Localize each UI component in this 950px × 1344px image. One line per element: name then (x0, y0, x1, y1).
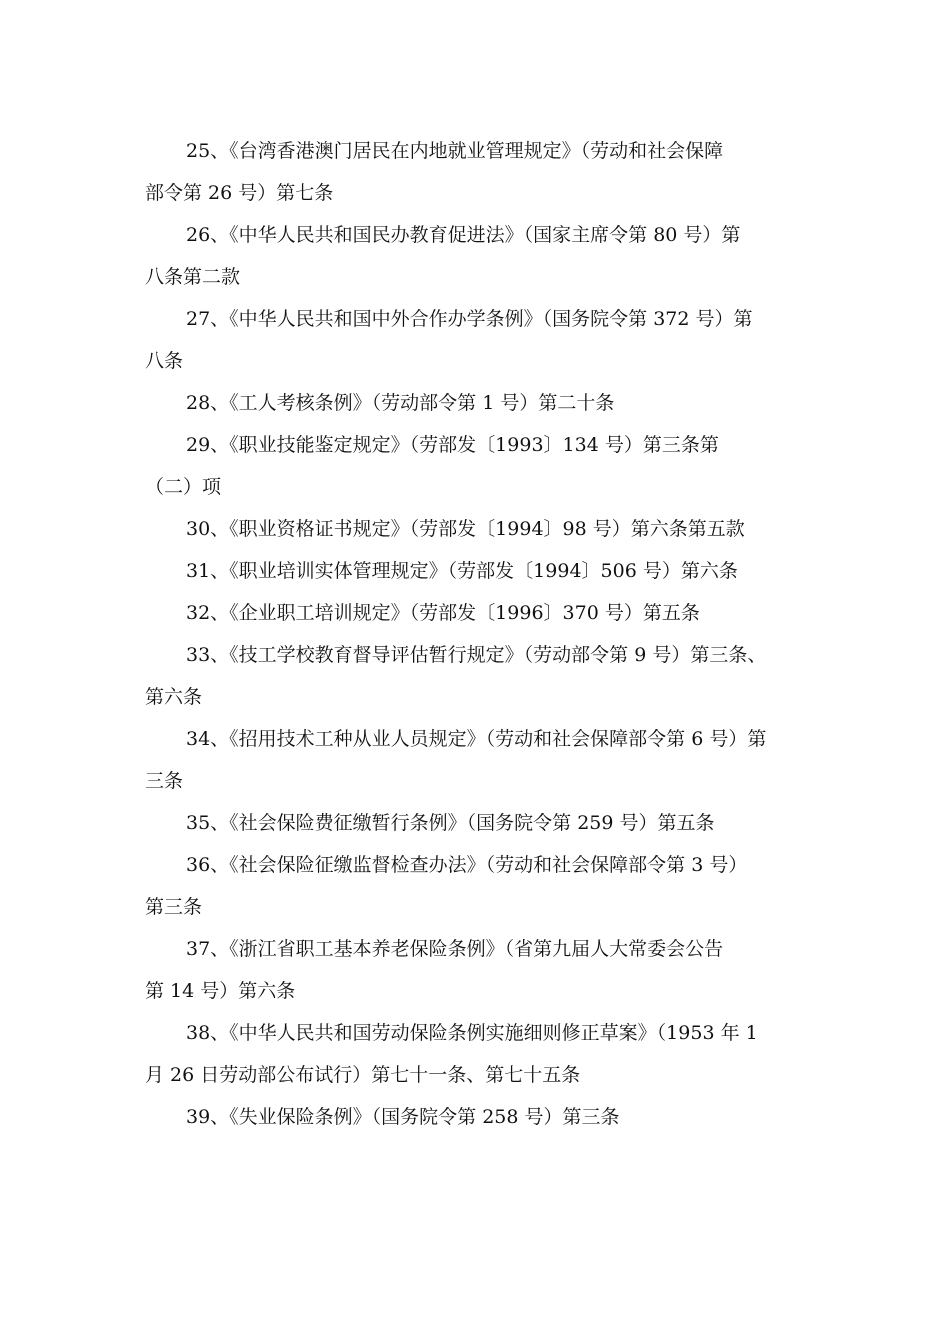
regulation-item-continuation: 第六条 (145, 686, 203, 708)
regulation-item-continuation: 第 14 号）第六条 (145, 980, 296, 1002)
regulation-item-text: 29、《职业技能鉴定规定》（劳部发〔1993〕134 号）第三条第 (186, 434, 719, 456)
regulation-item-text: 30、《职业资格证书规定》（劳部发〔1994〕98 号）第六条第五款 (186, 518, 745, 540)
regulation-item (145, 1012, 835, 1096)
regulation-item-text: 39、《失业保险条例》（国务院令第 258 号）第三条 (186, 1106, 620, 1128)
regulation-item-text: 37、《浙江省职工基本养老保险条例》（省第九届人大常委会公告 (186, 938, 724, 960)
regulation-item-continuation: 八条 (145, 350, 184, 372)
regulation-item (145, 634, 835, 718)
regulation-item-text: 33、《技工学校教育督导评估暂行规定》（劳动部令第 9 号）第三条、 (186, 644, 767, 666)
regulation-item-text: 34、《招用技术工种从业人员规定》（劳动和社会保障部令第 6 号）第 (186, 728, 767, 750)
regulation-item (145, 718, 835, 802)
regulation-item-text: 27、《中华人民共和国中外合作办学条例》（国务院令第 372 号）第 (186, 308, 753, 330)
regulation-item (145, 382, 835, 424)
regulation-item-text: 28、《工人考核条例》（劳动部令第 1 号）第二十条 (186, 392, 615, 414)
regulation-item-text: 36、《社会保险征缴监督检查办法》（劳动和社会保障部令第 3 号） (186, 854, 748, 876)
regulation-item-continuation: 第三条 (145, 896, 203, 918)
regulation-item (145, 424, 835, 508)
regulation-item-text: 31、《职业培训实体管理规定》（劳部发〔1994〕506 号）第六条 (186, 560, 738, 582)
regulation-item-continuation: （二）项 (145, 476, 222, 498)
regulation-item-text: 38、《中华人民共和国劳动保险条例实施细则修正草案》（1953 年 1 (186, 1022, 758, 1044)
regulation-item (145, 298, 835, 382)
regulation-item (145, 214, 835, 298)
regulation-item-text: 32、《企业职工培训规定》（劳部发〔1996〕370 号）第五条 (186, 602, 700, 624)
regulation-item-text: 26、《中华人民共和国民办教育促进法》（国家主席令第 80 号）第 (186, 224, 741, 246)
regulation-item-text: 35、《社会保险费征缴暂行条例》（国务院令第 259 号）第五条 (186, 812, 715, 834)
regulation-item (145, 844, 835, 928)
regulation-item-continuation: 八条第二款 (145, 266, 241, 288)
regulation-item-continuation: 三条 (145, 770, 184, 792)
regulation-item-continuation: 月 26 日劳动部公布试行）第七十一条、第七十五条 (145, 1064, 581, 1086)
regulation-item (145, 802, 835, 844)
regulation-item (145, 508, 835, 550)
regulation-item (145, 130, 835, 214)
regulation-item (145, 1096, 835, 1138)
regulation-item (145, 592, 835, 634)
regulation-item (145, 550, 835, 592)
regulation-item-text: 25、《台湾香港澳门居民在内地就业管理规定》（劳动和社会保障 (186, 140, 724, 162)
regulation-item-continuation: 部令第 26 号）第七条 (145, 182, 334, 204)
regulation-item (145, 928, 835, 1012)
regulation-list (145, 130, 835, 1138)
